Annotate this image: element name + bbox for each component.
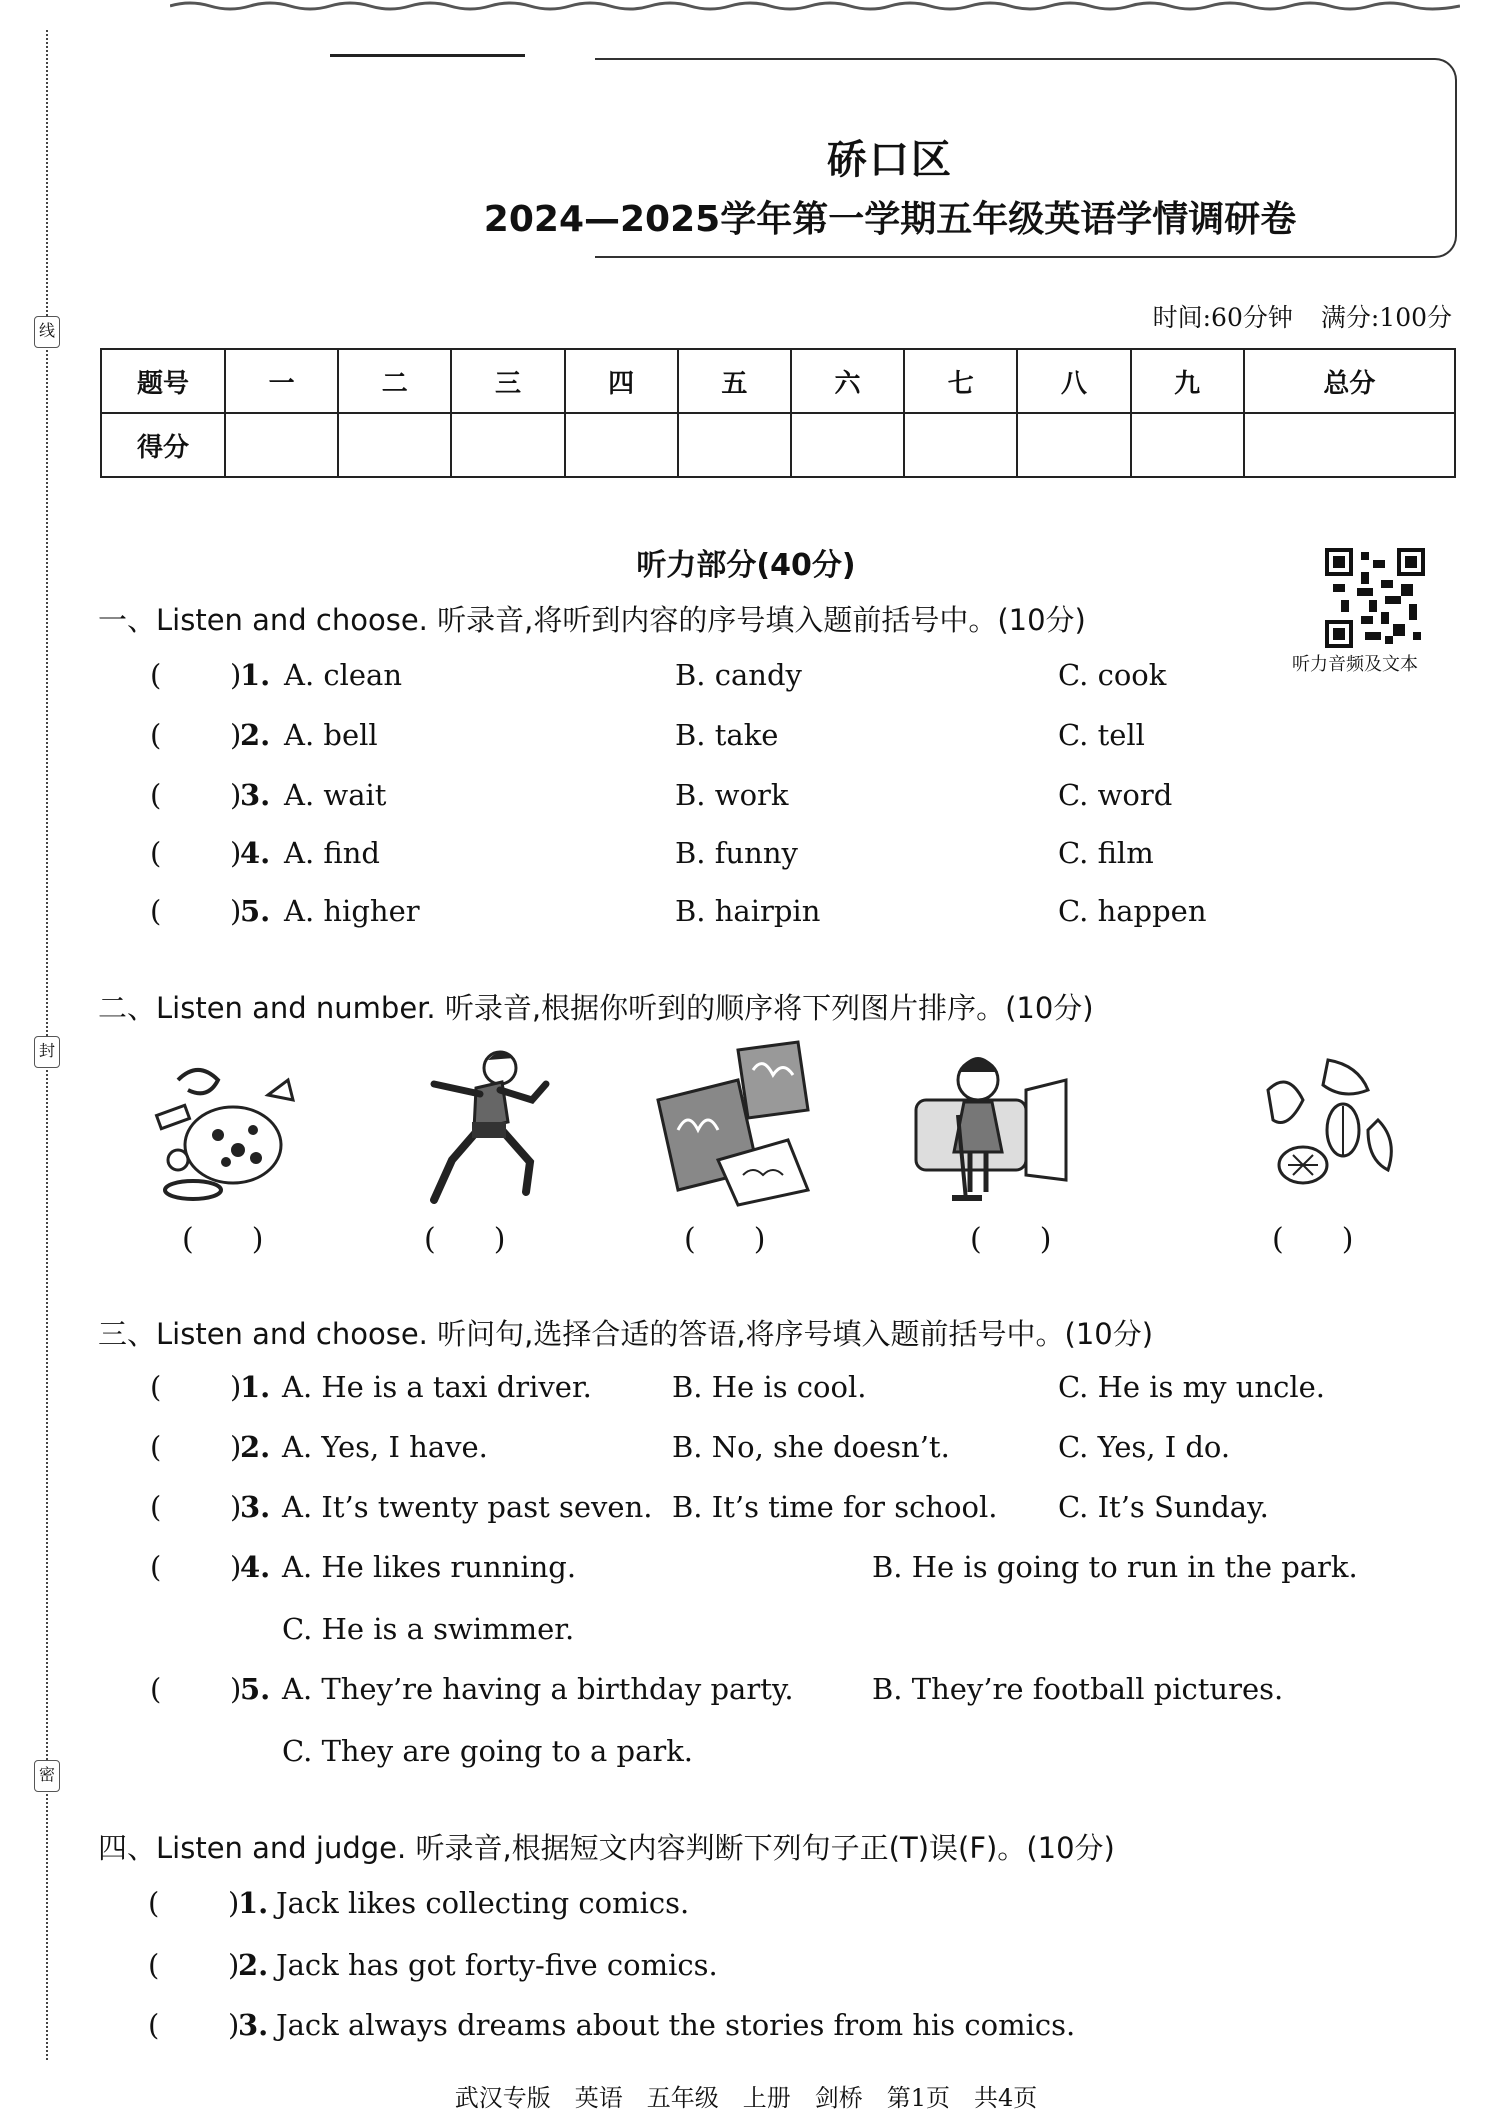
answer-paren-close: ) (228, 1886, 240, 1920)
table-cell: 得分 (101, 413, 225, 477)
answer-paren-close: ) (228, 1948, 240, 1982)
table-cell: 四 (565, 349, 678, 413)
score-cell[interactable] (338, 413, 451, 477)
shells-picture (1248, 1040, 1418, 1210)
option-c: C. It’s Sunday. (1058, 1490, 1269, 1524)
question-number: 3. (240, 1490, 271, 1524)
score-cell[interactable] (565, 413, 678, 477)
side-mark-feng: 封 (34, 1036, 60, 1068)
answer-paren-close: ) (753, 1222, 766, 1257)
question-number: 1. (240, 658, 271, 692)
option-c: C. cook (1058, 658, 1167, 692)
option-a: A. They’re having a birthday party. (282, 1672, 794, 1706)
option-b: B. They’re football pictures. (872, 1672, 1284, 1706)
answer-paren-open: ( (684, 1222, 696, 1257)
option-b: B. He is going to run in the park. (872, 1550, 1358, 1584)
answer-paren-open[interactable]: ( (150, 1550, 162, 1584)
score-cell[interactable] (678, 413, 791, 477)
exam-meta (1153, 298, 1452, 334)
score-cell[interactable] (1244, 413, 1455, 477)
answer-paren-open[interactable]: ( (150, 1430, 162, 1464)
table-cell: 七 (904, 349, 1017, 413)
answer-paren-close: ) (230, 1430, 242, 1464)
answer-paren-close: ) (230, 1550, 242, 1584)
option-c: C. film (1058, 836, 1154, 870)
picture-3-answer[interactable] (684, 1222, 765, 1257)
question-number: 4. (240, 1550, 271, 1584)
page-footer: 武汉专版 英语 五年级 上册 剑桥 第1页 共4页 (454, 2084, 1038, 2112)
option-b: B. He is cool. (672, 1370, 867, 1404)
answer-paren-close: ) (230, 778, 242, 812)
picture-1-answer[interactable] (182, 1222, 263, 1257)
answer-paren-close: ) (230, 1370, 242, 1404)
header-rule (330, 54, 525, 57)
messy-toys-picture (138, 1040, 308, 1210)
option-a: A. clean (284, 658, 403, 692)
answer-paren-close: ) (1039, 1222, 1052, 1257)
qr-code-icon[interactable] (1325, 548, 1425, 648)
paper-title: 2024—2025学年第一学期五年级英语学情调研卷 (483, 199, 1297, 240)
question-number: 5. (240, 1672, 271, 1706)
option-b: B. It’s time for school. (672, 1490, 998, 1524)
section-2-heading: 二、Listen and number. 听录音,根据你听到的顺序将下列图片排序。(10分) (98, 991, 1094, 1025)
table-cell: 三 (451, 349, 564, 413)
question-number: 2. (240, 1430, 271, 1464)
score-cell[interactable] (225, 413, 338, 477)
time-limit: 时间:60分钟 (1152, 303, 1293, 332)
answer-paren-open[interactable]: ( (148, 1886, 160, 1920)
score-cell[interactable] (1017, 413, 1130, 477)
table-cell: 八 (1017, 349, 1130, 413)
answer-paren-open[interactable]: ( (150, 658, 162, 692)
answer-paren-open[interactable]: ( (148, 1948, 160, 1982)
answer-paren-open[interactable]: ( (148, 2008, 160, 2042)
answer-paren-close: ) (230, 836, 242, 870)
question-number: 4. (240, 836, 271, 870)
table-cell: 六 (791, 349, 904, 413)
option-a: A. It’s twenty past seven. (282, 1490, 653, 1524)
answer-paren-open: ( (970, 1222, 982, 1257)
statement-text: Jack always dreams about the stories from his comics. (276, 2008, 1076, 2042)
score-table (100, 348, 1456, 478)
answer-paren-open[interactable]: ( (150, 718, 162, 752)
question-number: 3. (240, 778, 271, 812)
table-cell: 总分 (1244, 349, 1455, 413)
option-b: B. hairpin (675, 894, 821, 928)
picture-4-answer[interactable] (970, 1222, 1051, 1257)
answer-paren-close: ) (230, 1672, 242, 1706)
question-number: 5. (240, 894, 271, 928)
question-number: 1. (240, 1370, 271, 1404)
table-cell: 九 (1131, 349, 1244, 413)
option-a: A. wait (284, 778, 387, 812)
answer-paren-close: ) (251, 1222, 264, 1257)
answer-paren-open[interactable]: ( (150, 1490, 162, 1524)
option-a: A. He is a taxi driver. (282, 1370, 592, 1404)
picture-2-answer[interactable] (424, 1222, 505, 1257)
option-b: B. funny (675, 836, 798, 870)
score-cell[interactable] (904, 413, 1017, 477)
option-b: B. No, she doesn’t. (672, 1430, 950, 1464)
score-cell[interactable] (1131, 413, 1244, 477)
score-table-header-row (101, 349, 1455, 413)
pictures-drawings-picture (648, 1040, 818, 1210)
answer-paren-close: ) (230, 718, 242, 752)
section-3-heading: 三、Listen and choose. 听问句,选择合适的答语,将序号填入题前括号中。(10分) (98, 1317, 1154, 1351)
score-table-score-row (101, 413, 1455, 477)
option-b: B. work (675, 778, 789, 812)
option-c: C. tell (1058, 718, 1145, 752)
answer-paren-open[interactable]: ( (150, 778, 162, 812)
section-4-heading: 四、Listen and judge. 听录音,根据短文内容判断下列句子正(T)误(F)。(10分) (98, 1831, 1115, 1865)
option-c: C. Yes, I do. (1058, 1430, 1231, 1464)
picture-5-answer[interactable] (1272, 1222, 1353, 1257)
question-number: 2. (238, 1948, 269, 1982)
answer-paren-open: ( (182, 1222, 194, 1257)
top-border-decoration (170, 0, 1460, 14)
score-cell[interactable] (791, 413, 904, 477)
answer-paren-close: ) (493, 1222, 506, 1257)
side-mark-mi: 密 (34, 1760, 60, 1792)
answer-paren-open[interactable]: ( (150, 1672, 162, 1706)
statement-text: Jack has got forty-five comics. (276, 1948, 718, 1982)
table-cell: 二 (338, 349, 451, 413)
answer-paren-open: ( (1272, 1222, 1284, 1257)
answer-paren-open[interactable]: ( (150, 1370, 162, 1404)
statement-text: Jack likes collecting comics. (276, 1886, 690, 1920)
table-cell: 题号 (101, 349, 225, 413)
question-number: 1. (238, 1886, 269, 1920)
question-number: 2. (240, 718, 271, 752)
side-mark-xian: 线 (34, 316, 60, 348)
answer-paren-open[interactable]: ( (150, 894, 162, 928)
score-cell[interactable] (451, 413, 564, 477)
listening-part-title: 听力部分(40分) (636, 548, 856, 583)
answer-paren-close: ) (1341, 1222, 1354, 1257)
full-score: 满分:100分 (1320, 303, 1452, 332)
option-c: C. happen (1058, 894, 1207, 928)
answer-paren-close: ) (230, 1490, 242, 1524)
option-a: A. higher (284, 894, 420, 928)
answer-paren-close: ) (230, 894, 242, 928)
option-a: A. find (284, 836, 380, 870)
answer-paren-close: ) (228, 2008, 240, 2042)
girl-sweeping-picture (908, 1040, 1078, 1210)
qr-caption: 听力音频及文本 (1292, 654, 1418, 675)
answer-paren-open[interactable]: ( (150, 836, 162, 870)
option-a: A. He likes running. (282, 1550, 577, 1584)
answer-paren-close: ) (230, 658, 242, 692)
option-a: A. bell (284, 718, 378, 752)
district-name: 硚口区 (827, 137, 953, 183)
option-c: C. They are going to a park. (282, 1734, 694, 1768)
header-title-block (330, 128, 1450, 242)
running-boy-picture (392, 1040, 562, 1210)
option-c: C. He is my uncle. (1058, 1370, 1325, 1404)
section-1-heading: 一、Listen and choose. 听录音,将听到内容的序号填入题前括号中。(10分) (98, 603, 1086, 637)
table-cell: 五 (678, 349, 791, 413)
table-cell: 一 (225, 349, 338, 413)
option-c: C. word (1058, 778, 1173, 812)
option-b: B. take (675, 718, 779, 752)
answer-paren-open: ( (424, 1222, 436, 1257)
option-c: C. He is a swimmer. (282, 1612, 575, 1646)
option-a: A. Yes, I have. (282, 1430, 488, 1464)
question-number: 3. (238, 2008, 269, 2042)
option-b: B. candy (675, 658, 802, 692)
